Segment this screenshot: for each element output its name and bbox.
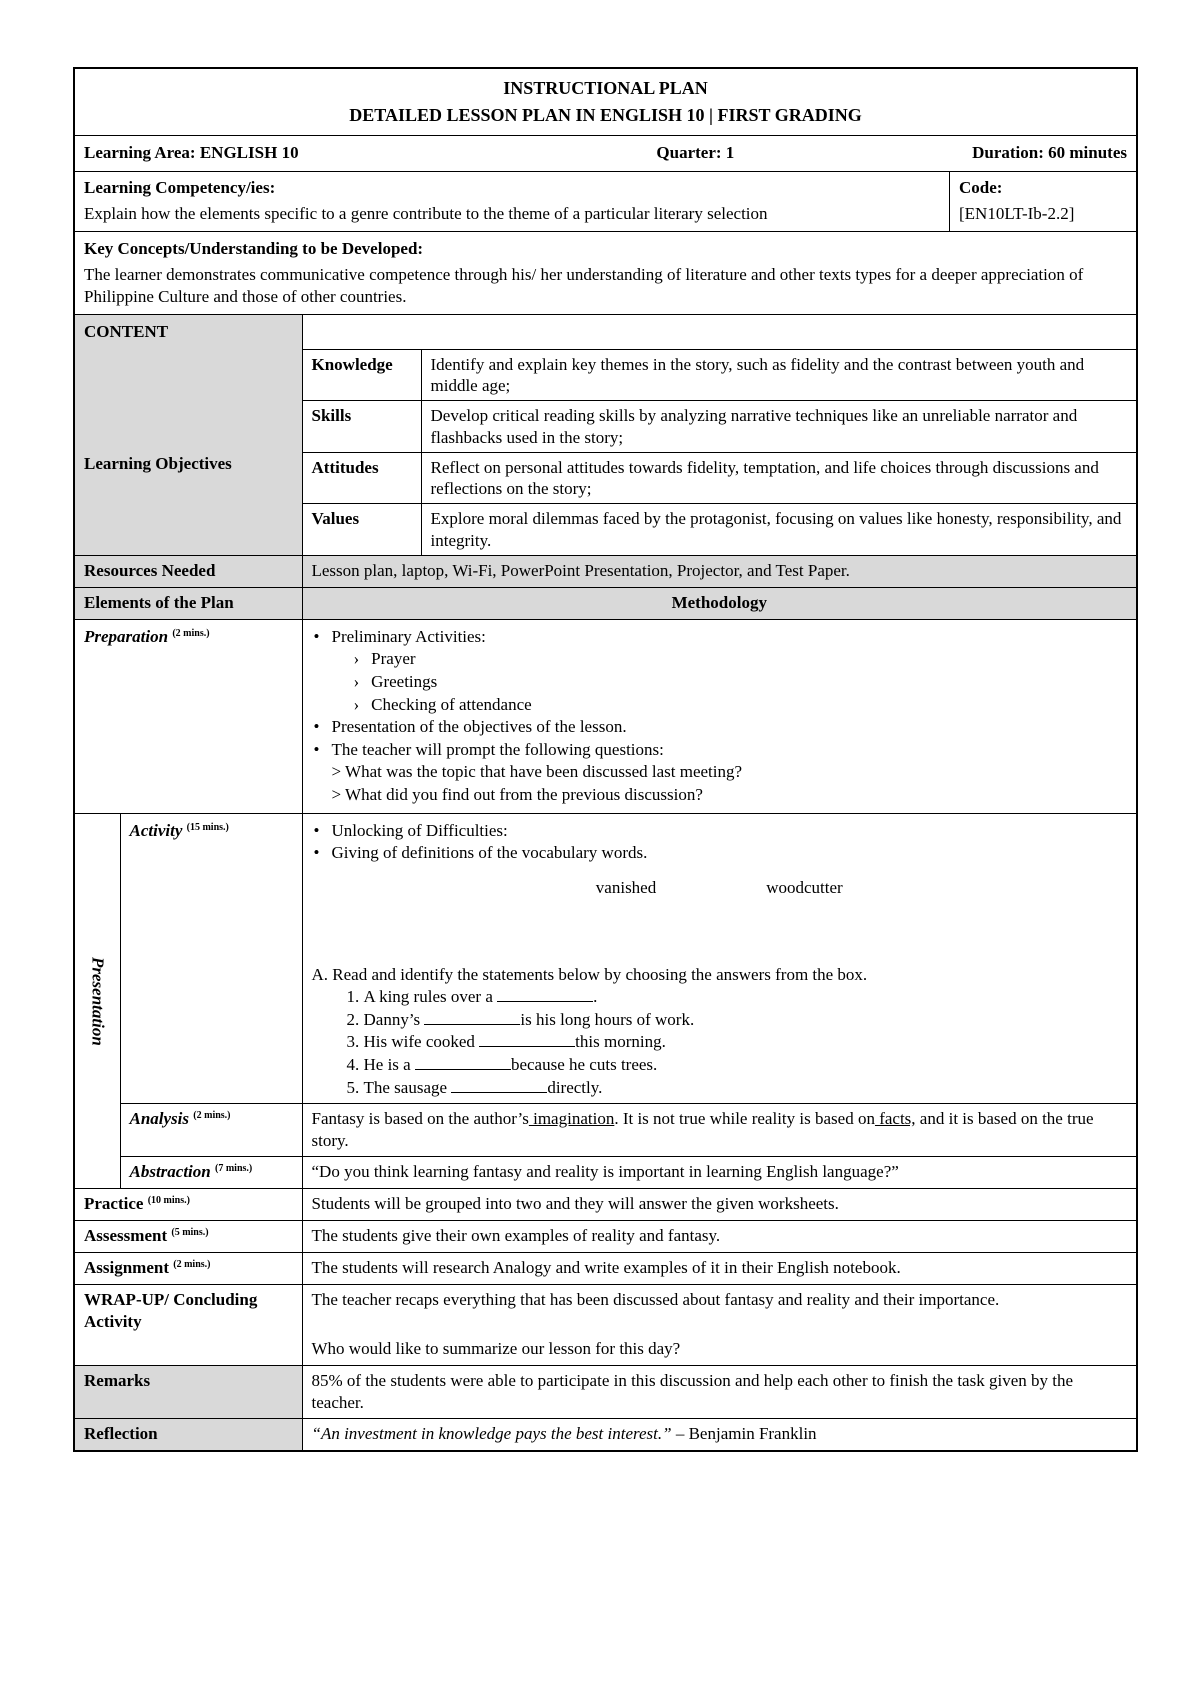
assessment-row xyxy=(74,1221,1137,1253)
list-item: • Unlocking of Difficulties: xyxy=(332,820,1128,843)
competency-label: Learning Competency/ies: xyxy=(84,177,276,197)
assignment-text: The students will research Analogy and write examples of it in their English notebook. xyxy=(302,1253,1137,1285)
prompt-question: > What was the topic that have been discussed last meeting? xyxy=(331,762,743,782)
wrapup-row xyxy=(74,1285,1137,1366)
activity-row xyxy=(74,813,1137,1103)
objectives-row xyxy=(74,314,1137,555)
code-label: Code: xyxy=(959,177,1003,197)
info-row xyxy=(74,136,1137,172)
resources-text: Lesson plan, laptop, Wi-Fi, PowerPoint Presentation, Projector, and Test Paper. xyxy=(302,555,1137,587)
blank-line xyxy=(479,1031,575,1047)
objective-text: Explore moral dilemmas faced by the protagonist, focusing on values like honesty, responsibility, and integrity. xyxy=(430,509,1122,550)
reflection-author: – Benjamin Franklin xyxy=(671,1424,817,1444)
objective-text: Reflect on personal attitudes towards fidelity, temptation, and life choices through discussions and reflections on the story; xyxy=(421,452,1136,504)
remarks-row xyxy=(74,1365,1137,1418)
title-row xyxy=(74,68,1137,136)
lesson-plan-table xyxy=(73,67,1138,1452)
objective-text: Develop critical reading skills by analyzing narrative techniques like an unreliable narrator and flashbacks used in the story; xyxy=(421,401,1136,453)
blank-line xyxy=(424,1009,520,1025)
list-item: 5. The sausage directly. xyxy=(364,1077,1128,1100)
objectives-table xyxy=(303,350,1137,555)
resources-label: Resources Needed xyxy=(74,555,302,587)
assessment-time: (5 mins.) xyxy=(171,1227,209,1239)
duration: Duration: 60 minutes xyxy=(972,143,1127,162)
practice-row xyxy=(74,1189,1137,1221)
list-item: 3. His wife cooked this morning. xyxy=(364,1031,1128,1054)
competency-text: Explain how the elements specific to a genre contribute to the theme of a particular literary selection xyxy=(84,203,768,223)
lesson-plan-document xyxy=(73,67,1136,1452)
objective-name: Knowledge xyxy=(303,350,422,401)
key-concepts-label: Key Concepts/Understanding to be Developed: xyxy=(84,238,424,258)
assignment-label: Assignment xyxy=(84,1258,170,1278)
elements-header: Elements of the Plan xyxy=(74,587,302,619)
objective-attitudes xyxy=(303,452,1137,504)
list-item: 2. Danny’s is his long hours of work. xyxy=(364,1009,1128,1032)
wrapup-text-2: Who would like to summarize our lesson for this day? xyxy=(311,1339,681,1359)
list-item: • Preliminary Activities: › Prayer › Greetings › Checking of attendance xyxy=(332,626,1128,716)
title-line-2: DETAILED LESSON PLAN IN ENGLISH 10 | FIRST GRADING xyxy=(349,105,862,125)
assessment-text: The students give their own examples of reality and fantasy. xyxy=(302,1221,1137,1253)
presentation-label: Presentation xyxy=(74,813,120,1189)
learning-area: Learning Area: ENGLISH 10 xyxy=(84,143,299,162)
list-item: 4. He is a because he cuts trees. xyxy=(364,1054,1128,1077)
code-value: [EN10LT-Ib-2.2] xyxy=(959,203,1075,223)
assignment-time: (2 mins.) xyxy=(173,1259,211,1271)
quarter: Quarter: 1 xyxy=(656,143,735,162)
abstraction-label: Abstraction xyxy=(129,1162,211,1182)
abstraction-time: (7 mins.) xyxy=(215,1163,253,1175)
objective-name: Skills xyxy=(303,401,422,453)
objective-name: Values xyxy=(303,504,422,555)
assignment-row xyxy=(74,1253,1137,1285)
blank-line xyxy=(415,1054,511,1070)
reflection-label: Reflection xyxy=(74,1419,302,1451)
wrapup-text-1: The teacher recaps everything that has been discussed about fantasy and reality and their importance. xyxy=(311,1290,1000,1310)
activity-label: Activity xyxy=(129,820,183,840)
reflection-row xyxy=(74,1419,1137,1451)
list-item: › Checking of attendance xyxy=(358,694,1128,717)
key-concepts-row xyxy=(74,231,1137,314)
resources-row xyxy=(74,555,1137,587)
vocabulary-word: vanished xyxy=(595,877,657,897)
objective-knowledge xyxy=(303,350,1137,401)
competency-row xyxy=(74,171,1137,231)
plan-header-row xyxy=(74,587,1137,619)
list-item: • Giving of definitions of the vocabulary words. xyxy=(332,842,1128,865)
activity-time: (15 mins.) xyxy=(186,821,229,833)
vocabulary-words xyxy=(312,877,1128,900)
blank-line xyxy=(451,1077,547,1093)
list-item: • The teacher will prompt the following questions: > What was the topic that have been discussed last meeting? > What did you find out from the previous discussion? xyxy=(332,739,1128,809)
list-item: › Greetings xyxy=(358,671,1128,694)
blank-line xyxy=(497,986,593,1002)
abstraction-row xyxy=(74,1157,1137,1189)
analysis-text: Fantasy is based on the author’s imagination. It is not true while reality is based on facts, and it is based on the true story. xyxy=(302,1104,1137,1157)
preparation-time: (2 mins.) xyxy=(172,627,210,639)
abstraction-text: “Do you think learning fantasy and reality is important in learning English language?” xyxy=(302,1157,1137,1189)
exercise-instruction: A. Read and identify the statements below by choosing the answers from the box. xyxy=(311,964,868,984)
practice-time: (10 mins.) xyxy=(147,1195,190,1207)
list-item: • Presentation of the objectives of the lesson. xyxy=(332,716,1128,739)
wrapup-label: WRAP-UP/ Concluding Activity xyxy=(74,1285,302,1366)
document-title xyxy=(74,68,1137,136)
objective-text: Identify and explain key themes in the story, such as fidelity and the contrast between youth and middle age; xyxy=(421,350,1136,401)
practice-text: Students will be grouped into two and they will answer the given worksheets. xyxy=(302,1189,1137,1221)
list-item: › Prayer xyxy=(358,648,1128,671)
key-concepts-text: The learner demonstrates communicative competence through his/ her understanding of literature and other texts types for a deeper appreciation of Philippine Culture and those of other countries. xyxy=(84,264,1084,306)
reflection-quote: “An investment in knowledge pays the best interest.” xyxy=(311,1424,672,1444)
objective-name: Attitudes xyxy=(303,452,422,504)
fill-in-list xyxy=(312,986,1128,1099)
preparation-row xyxy=(74,619,1137,813)
content-label: CONTENT xyxy=(84,321,169,341)
assessment-label: Assessment xyxy=(84,1226,168,1246)
remarks-text: 85% of the students were able to participate in this discussion and help each other to finish the task given by the teacher. xyxy=(302,1365,1137,1418)
vocabulary-word: woodcutter xyxy=(766,877,843,897)
objective-values xyxy=(303,504,1137,555)
prompt-question: > What did you find out from the previous discussion? xyxy=(331,785,703,805)
analysis-time: (2 mins.) xyxy=(193,1110,231,1122)
practice-label: Practice xyxy=(84,1194,144,1214)
analysis-row xyxy=(74,1104,1137,1157)
learning-objectives-label: Learning Objectives xyxy=(84,453,232,473)
remarks-label: Remarks xyxy=(74,1365,302,1418)
methodology-header: Methodology xyxy=(302,587,1137,619)
preparation-label: Preparation xyxy=(84,626,169,646)
objective-skills xyxy=(303,401,1137,453)
analysis-label: Analysis xyxy=(129,1109,190,1129)
reflection-text xyxy=(302,1419,1137,1451)
title-line-1: INSTRUCTIONAL PLAN xyxy=(503,78,708,98)
list-item: 1. A king rules over a . xyxy=(364,986,1128,1009)
